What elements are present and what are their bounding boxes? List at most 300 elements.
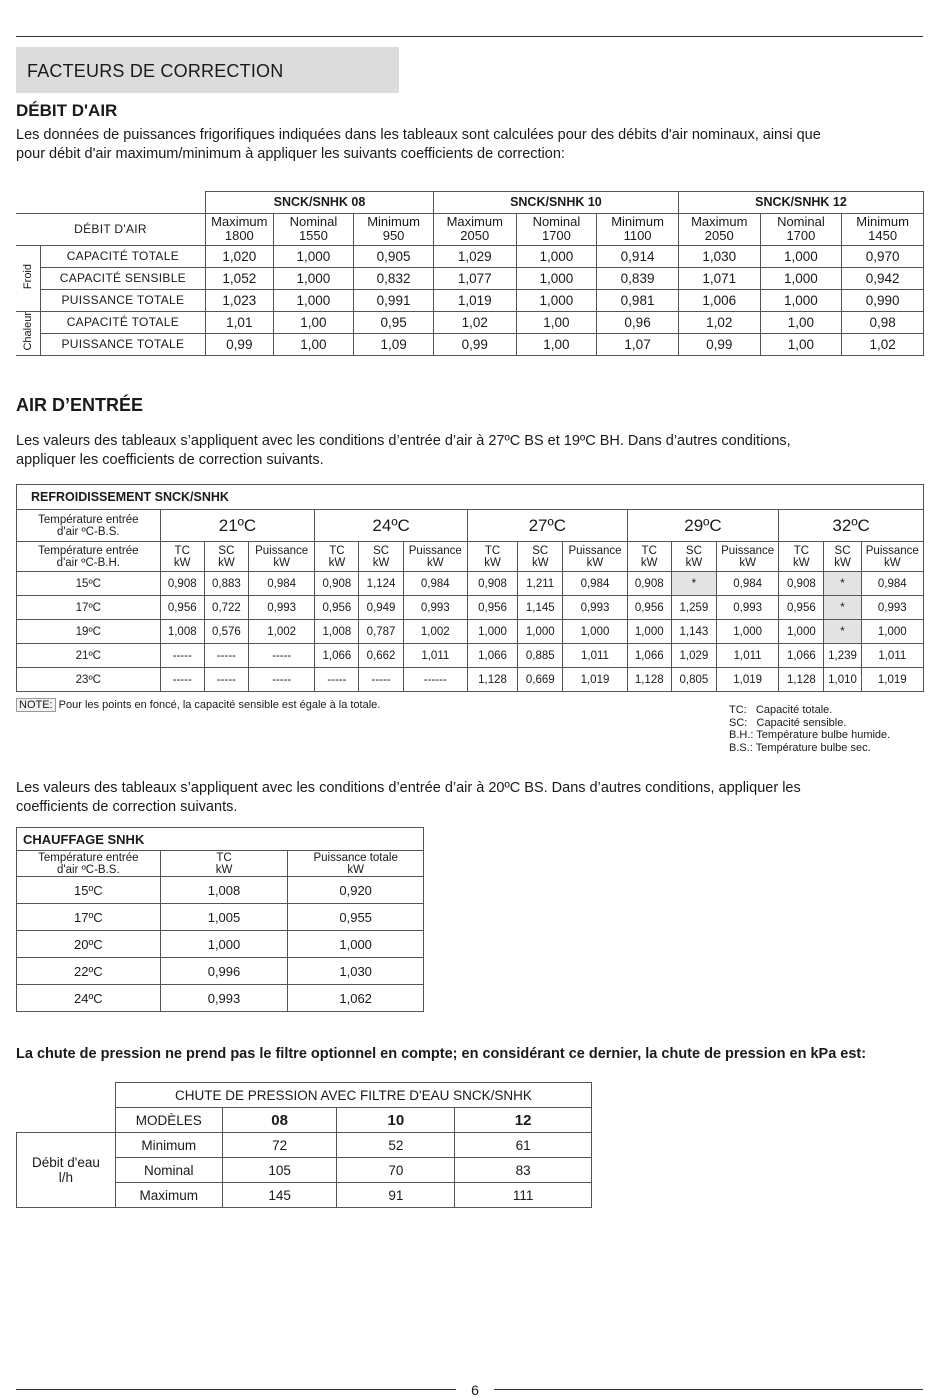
models-label: MODÈLES [115,1108,222,1133]
table-cell: ----- [160,668,204,692]
row-label: CAPACITÉ TOTALE [40,311,205,333]
table-cell: 1,09 [354,333,434,355]
empty-corner [17,1108,116,1133]
sub-column-unit: kW [531,556,549,569]
table-row [17,596,924,620]
table-cell: 1,00 [273,333,354,355]
row-label: 24ºC [17,985,161,1012]
flow-column-header [433,213,516,245]
table-cell: 61 [455,1133,592,1158]
table-cell: 1,066 [467,644,517,668]
temperature-header: 24ºC [315,510,468,542]
flow-type: Maximum [211,214,268,229]
table-cell: 1,029 [433,245,516,267]
table-cell: 111 [455,1183,592,1208]
sub-column-unit: kW [685,556,703,569]
table-cell: 1,019 [717,668,779,692]
group-label-chaleur-text: Chaleur [21,312,34,351]
bs-label-line-1: Température entrée [38,513,139,526]
table-cell: 1,000 [518,620,563,644]
bs-label-line-2: d'air ºC-B.S. [56,525,120,538]
table-cell: 1,023 [206,289,274,311]
table-cell: 1,010 [824,668,861,692]
table-row [17,644,924,668]
table-cell: 1,000 [760,245,842,267]
chauffage-paragraph-line-1: Les valeurs des tableaux s’appliquent avec les conditions d’entrée d’air à 20ºC BS. Dans d’autres conditions, appliquer les [16,780,801,796]
table-cell: 1,02 [433,311,516,333]
table-row [17,572,924,596]
table-cell: 0,956 [467,596,517,620]
row-label: Maximum [115,1183,222,1208]
table-cell: 1,000 [273,245,354,267]
table-cell: 1,062 [288,985,424,1012]
table-cell: 0,662 [359,644,403,668]
sub-column-header [861,542,923,572]
table-cell: ----- [315,668,359,692]
sub-column-header [563,542,627,572]
row-label: CAPACITÉ SENSIBLE [40,267,205,289]
table-cell: ----- [359,668,403,692]
table-row [17,620,924,644]
air-entree-paragraph-line-1: Les valeurs des tableaux s’appliquent avec les conditions d’entrée d’air à 27ºC BS et 19ºC BH. Dans d’autres conditions, [16,433,791,449]
sub-column-name: TC [793,544,810,557]
table-cell: 1,066 [627,644,671,668]
row-label: 15ºC [17,572,161,596]
table-cell: ----- [160,644,204,668]
sub-column-name: Puissance [408,544,462,557]
sub-column-name: SC [834,544,851,557]
table-cell: 0,908 [467,572,517,596]
row-header-debit-air: DÉBIT D'AIR [16,213,206,245]
sub-column-unit: kW [218,556,235,569]
table-cell: 52 [337,1133,455,1158]
flow-value: 1800 [224,228,254,243]
sub-column-unit: kW [739,556,756,569]
row-label: 20ºC [17,931,161,958]
refroidissement-title: REFROIDISSEMENT SNCK/SNHK [17,485,924,510]
table-cell: 0,908 [160,572,204,596]
sub-column-header [204,542,248,572]
air-entree-paragraph-line-2: appliquer les coefficients de correction suivants. [16,452,324,468]
flow-value: 1450 [868,228,898,243]
table-row [16,245,924,267]
sub-column-name: Puissance [568,544,622,557]
top-rule [16,36,923,37]
table-cell: 0,914 [597,245,679,267]
table-row [16,333,924,355]
table-cell: 0,991 [354,289,434,311]
table-cell: 1,000 [273,267,354,289]
table-cell: 0,908 [627,572,671,596]
tc-column-unit: kW [215,863,233,876]
sub-column-unit: kW [640,556,658,569]
flow-type: Maximum [691,214,748,229]
section-banner [16,47,399,93]
table-cell: 0,805 [671,668,716,692]
flow-column-header [354,213,434,245]
flow-side-label [17,1133,116,1208]
table-cell: 1,077 [433,267,516,289]
table-cell: 0,920 [288,877,424,904]
table-cell: 0,832 [354,267,434,289]
sub-column-unit: kW [793,556,810,569]
flow-value: 1100 [623,228,652,243]
table-cell: 0,99 [433,333,516,355]
table-cell: 0,993 [160,985,288,1012]
flow-side-label-line-1: Débit d'eau [31,1155,100,1170]
table-cell: 1,128 [467,668,517,692]
table-cell: 1,000 [516,245,597,267]
table-cell: 1,000 [563,620,627,644]
table-cell: 1,000 [273,289,354,311]
sub-column-unit: kW [273,556,290,569]
air-entree-heading: AIR D’ENTRÉE [16,395,144,415]
pressure-note: La chute de pression ne prend pas le filtre optionnel en compte; en considérant ce dernier, la chute de pression en kPa est: [16,1046,867,1062]
table-row [17,985,424,1012]
model-header: 10 [337,1108,455,1133]
note-text: Pour les points en foncé, la capacité sensible est égale à la totale. [55,699,381,711]
chauffage-table [16,827,424,1012]
flow-type: Nominal [289,214,338,229]
table-cell: 0,949 [359,596,403,620]
table-cell: 1,00 [516,311,597,333]
table-cell: 1,008 [160,620,204,644]
table-cell: 1,011 [403,644,467,668]
sub-column-header [717,542,779,572]
table-cell: 1,006 [678,289,760,311]
table-cell: * [824,572,861,596]
chauffage-paragraph [16,779,931,817]
table-cell: 1,02 [842,333,924,355]
table-cell: 0,993 [717,596,779,620]
tc-column-header [160,851,288,877]
bh-label-line-1: Température entrée [38,544,139,557]
sub-column-unit: kW [586,556,604,569]
bs-label-line-2: d'air ºC-B.S. [57,863,120,876]
model-header: SNCK/SNHK 08 [206,192,434,214]
table-cell: 1,239 [824,644,861,668]
bs-label [17,851,161,877]
flow-value: 1700 [786,228,816,243]
refroidissement-table [16,484,924,692]
table-cell: 0,970 [842,245,924,267]
flow-type: Minimum [611,214,664,229]
table-cell: 1,00 [516,333,597,355]
table-cell: 0,993 [403,596,467,620]
row-label: 17ºC [17,904,161,931]
group-label-chaleur [16,311,40,355]
table-row [17,931,424,958]
table-cell: 1,124 [359,572,403,596]
row-label: Nominal [115,1158,222,1183]
flow-column-header [516,213,597,245]
table-cell: 0,787 [359,620,403,644]
table-cell: 1,000 [160,931,288,958]
table-row [17,958,424,985]
table-cell: 0,885 [518,644,563,668]
table-cell: 1,019 [861,668,923,692]
note [16,699,380,711]
sub-column-header [403,542,467,572]
table-cell: 83 [455,1158,592,1183]
puissance-column-name: Puissance totale [313,851,398,864]
pressure-title: CHUTE DE PRESSION AVEC FILTRE D'EAU SNCK/SNHK [115,1083,591,1108]
model-header: 12 [455,1108,592,1133]
sub-column-header [671,542,716,572]
table-cell: 105 [222,1158,337,1183]
table-cell: 0,993 [563,596,627,620]
table-cell: 0,984 [861,572,923,596]
table-cell: 1,00 [760,333,842,355]
sub-column-name: TC [484,544,501,557]
sub-column-unit: kW [328,556,346,569]
debit-air-paragraph [16,126,931,164]
table-cell: 0,99 [206,333,274,355]
table-cell: ----- [249,644,315,668]
table-cell: 70 [337,1158,455,1183]
table-cell: 72 [222,1133,337,1158]
table-cell: * [824,620,861,644]
table-cell: 0,908 [779,572,824,596]
sub-column-header [359,542,403,572]
row-label: CAPACITÉ TOTALE [40,245,205,267]
table-cell: 0,956 [627,596,671,620]
sub-column-name: SC [685,544,702,557]
table-cell: ------ [403,668,467,692]
table-cell: 1,019 [563,668,627,692]
empty-corner [17,1083,116,1108]
sub-column-header [315,542,359,572]
table-cell: 0,722 [204,596,248,620]
table-cell: ----- [204,668,248,692]
row-label: 22ºC [17,958,161,985]
puissance-column-header [288,851,424,877]
sub-column-name: SC [532,544,549,557]
table-cell: 0,669 [518,668,563,692]
table-cell: 0,99 [678,333,760,355]
temperature-header: 29ºC [627,510,779,542]
table-cell: 0,984 [717,572,779,596]
table-row [17,904,424,931]
bs-label [17,510,161,542]
debit-air-heading: DÉBIT D'AIR [16,101,118,120]
table-cell: 0,956 [779,596,824,620]
table-cell: 1,011 [861,644,923,668]
model-header: SNCK/SNHK 12 [678,192,923,214]
table-cell: 1,145 [518,596,563,620]
debit-air-paragraph-line-1: Les données de puissances frigorifiques indiquées dans les tableaux sont calculées pour des débits d'air nominaux, ainsi que [16,127,821,143]
flow-column-header [206,213,274,245]
chauffage-paragraph-line-2: coefficients de correction suivants. [16,799,238,815]
row-label: 23ºC [17,668,161,692]
flow-column-header [273,213,354,245]
table-row [16,267,924,289]
table-cell: 0,95 [354,311,434,333]
table-cell: 1,071 [678,267,760,289]
table-cell: 0,905 [354,245,434,267]
table-row [17,877,424,904]
debit-air-paragraph-line-2: pour débit d'air maximum/minimum à appliquer les suivants coefficients de correction: [16,146,565,162]
table-row [17,668,924,692]
sub-column-unit: kW [834,556,851,569]
chauffage-title: CHAUFFAGE SNHK [17,828,424,851]
table-cell: 1,008 [315,620,359,644]
flow-column-header [760,213,842,245]
puissance-column-unit: kW [347,863,364,876]
table-cell: 0,990 [842,289,924,311]
table-cell: ----- [204,644,248,668]
table-cell: 1,000 [467,620,517,644]
pressure-drop-table [16,1082,592,1208]
table-cell: 1,000 [516,267,597,289]
table-cell: 1,000 [516,289,597,311]
table-cell: 1,066 [315,644,359,668]
row-label: 17ºC [17,596,161,620]
sub-column-name: Puissance [865,544,919,557]
table-cell: 91 [337,1183,455,1208]
legend-item: B.S.: Température bulbe sec. [729,741,871,754]
flow-value: 2050 [704,228,734,243]
sub-column-header [518,542,563,572]
model-header: SNCK/SNHK 10 [433,192,678,214]
sub-column-header [160,542,204,572]
table-cell: 1,002 [403,620,467,644]
flow-column-header [597,213,679,245]
table-cell: 0,956 [160,596,204,620]
table-cell: ----- [249,668,315,692]
air-entree-paragraph [16,432,931,470]
table-cell: 1,000 [760,289,842,311]
table-cell: 1,000 [717,620,779,644]
sub-column-header [467,542,517,572]
sub-column-unit: kW [484,556,501,569]
table-cell: 145 [222,1183,337,1208]
table-cell: 1,030 [288,958,424,985]
table-cell: 1,008 [160,877,288,904]
legend-item: B.H.: Température bulbe humide. [729,729,891,741]
table-cell: 0,908 [315,572,359,596]
table-cell: 1,011 [563,644,627,668]
table-cell: 1,000 [627,620,671,644]
sub-column-header [824,542,861,572]
section-title: FACTEURS DE CORRECTION [27,61,284,81]
flow-type: Minimum [856,214,909,229]
sub-column-name: TC [329,544,345,557]
flow-side-label-line-2: l/h [58,1170,74,1185]
table-cell: 1,052 [206,267,274,289]
table-cell: 1,128 [627,668,671,692]
flow-column-header [842,213,924,245]
group-label-froid [16,245,40,311]
table-cell: 1,000 [779,620,824,644]
table-cell: 0,942 [842,267,924,289]
table-cell: 1,011 [717,644,779,668]
table-row [16,289,924,311]
sub-column-unit: kW [884,556,901,569]
table-cell: 1,000 [288,931,424,958]
flow-type: Nominal [777,214,825,229]
table-cell: 1,030 [678,245,760,267]
table-cell: 1,000 [861,620,923,644]
sub-column-name: TC [641,544,657,557]
row-label: PUISSANCE TOTALE [40,333,205,355]
sub-column-name: TC [174,544,190,557]
sub-column-unit: kW [173,556,191,569]
table-cell: 1,259 [671,596,716,620]
footer-rule-left [16,1389,456,1390]
flow-column-header [678,213,760,245]
flow-value: 2050 [460,228,490,243]
legend-item: SC: Capacité sensible. [729,716,847,729]
table-cell: 1,020 [206,245,274,267]
sub-column-name: SC [218,544,235,557]
table-cell: 1,002 [249,620,315,644]
row-label: 19ºC [17,620,161,644]
sub-column-header [779,542,824,572]
flow-type: Minimum [367,214,420,229]
note-prefix: NOTE: [16,698,56,712]
table-cell: 0,96 [597,311,679,333]
table-cell: 0,98 [842,311,924,333]
table-cell: 1,005 [160,904,288,931]
abbreviation-legend [729,704,890,754]
temperature-header: 32ºC [779,510,924,542]
table-row [17,1133,592,1158]
table-cell: * [824,596,861,620]
flow-type: Nominal [532,214,581,229]
table-cell: 0,984 [563,572,627,596]
group-label-froid-text: Froid [21,263,34,290]
flow-value: 950 [382,228,405,243]
flow-value: 1550 [298,228,328,243]
sub-column-header [249,542,315,572]
table-cell: 1,143 [671,620,716,644]
sub-column-unit: kW [426,556,444,569]
row-label: Minimum [115,1133,222,1158]
temperature-header: 21ºC [160,510,315,542]
row-label: PUISSANCE TOTALE [40,289,205,311]
tc-column-name: TC [216,851,232,864]
table-cell: 0,984 [249,572,315,596]
bh-label-line-2: d'air ºC-B.H. [56,556,120,569]
table-cell: 0,984 [403,572,467,596]
bh-label [17,542,161,572]
legend-item: TC: Capacité totale. [729,704,833,716]
table-cell: 0,839 [597,267,679,289]
table-cell: 0,956 [315,596,359,620]
table-cell: 0,993 [861,596,923,620]
table-cell: 1,019 [433,289,516,311]
table-cell: 1,000 [760,267,842,289]
bs-label-line-1: Température entrée [38,851,139,864]
table-cell: 1,07 [597,333,679,355]
flow-value: 1700 [541,228,571,243]
sub-column-name: SC [373,544,390,557]
table-cell: 0,576 [204,620,248,644]
table-cell: 0,993 [249,596,315,620]
table-cell: 1,00 [760,311,842,333]
debit-air-table [16,191,924,356]
table-cell: 1,029 [671,644,716,668]
sub-column-name: Puissance [255,544,309,557]
table-cell: 0,883 [204,572,248,596]
empty-corner [16,192,206,214]
model-header: 08 [222,1108,337,1133]
page-number: 6 [471,1382,479,1398]
table-cell: * [671,572,716,596]
temperature-header: 27ºC [467,510,627,542]
table-cell: 0,981 [597,289,679,311]
